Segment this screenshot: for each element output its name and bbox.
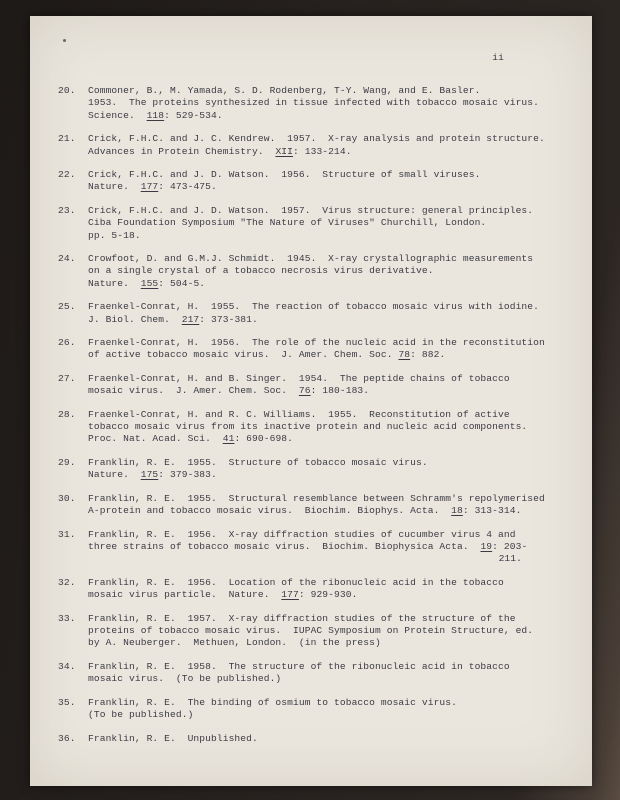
entry-line: Franklin, R. E. 1955. Structure of tobacco mosaic virus. bbox=[88, 457, 428, 469]
entry-number: 33. bbox=[58, 613, 76, 624]
entry-text bbox=[88, 697, 562, 721]
entry-line: on a single crystal of a tobacco necrosis virus derivative. bbox=[88, 265, 434, 277]
volume-number: 18 bbox=[451, 505, 463, 517]
entry-text bbox=[88, 529, 562, 566]
reference-entry bbox=[58, 661, 562, 685]
reference-entry bbox=[58, 373, 562, 397]
page-number: ii bbox=[492, 52, 504, 63]
entry-line: Franklin, R. E. 1956. Location of the ribonucleic acid in the tobacco bbox=[88, 577, 504, 589]
page-header bbox=[30, 16, 592, 64]
entry-number: 21. bbox=[58, 133, 76, 145]
volume-number: 175 bbox=[140, 469, 159, 481]
entry-number: 25. bbox=[58, 301, 76, 313]
entry-line: proteins of tobacco mosaic virus. IUPAC Symposium on Protein Structure, ed. bbox=[88, 625, 534, 637]
volume-number: 177 bbox=[281, 589, 299, 601]
entry-line: Crick, F.H.C. and J. D. Watson. 1956. Structure of small viruses. bbox=[88, 169, 481, 181]
entry-number: 27. bbox=[58, 373, 76, 385]
entry-text bbox=[88, 493, 562, 517]
entry-line: Franklin, R. E. Unpublished. bbox=[88, 732, 258, 744]
entry-text bbox=[88, 337, 562, 361]
entry-line: Science. 118: 529-534. bbox=[88, 109, 223, 121]
entry-line: Ciba Foundation Symposium "The Nature of Viruses" Churchill, London. bbox=[88, 217, 487, 229]
entry-number: 36. bbox=[58, 732, 76, 744]
entry-line: Fraenkel-Conrat, H. and R. C. Williams. 1955. Reconstitution of active bbox=[88, 409, 510, 421]
entry-line: Fraenkel-Conrat, H. and B. Singer. 1954. The peptide chains of tobacco bbox=[88, 373, 510, 385]
reference-entry bbox=[58, 697, 562, 721]
reference-entry bbox=[58, 205, 562, 242]
volume-number: 19 bbox=[480, 541, 493, 553]
reference-entry bbox=[58, 169, 562, 193]
entry-number: 31. bbox=[58, 528, 76, 540]
entry-number: 24. bbox=[58, 253, 76, 265]
scanned-paper-page bbox=[30, 16, 592, 786]
entry-line: Franklin, R. E. 1955. Structural resemblance between Schramm's repolymerised bbox=[88, 493, 545, 505]
entry-number: 20. bbox=[58, 85, 76, 97]
paper-speck bbox=[63, 39, 66, 42]
entry-line: Crowfoot, D. and G.M.J. Schmidt. 1945. X-ray crystallographic measurements bbox=[88, 253, 534, 265]
volume-number: 76 bbox=[298, 385, 311, 397]
entry-line: Franklin, R. E. The binding of osmium to tobacco mosaic virus. bbox=[88, 697, 458, 709]
entry-number: 22. bbox=[58, 169, 76, 181]
entry-number: 26. bbox=[58, 337, 76, 349]
entry-text bbox=[88, 373, 562, 397]
entry-text bbox=[88, 613, 562, 650]
entry-line: 211. bbox=[498, 553, 522, 565]
entry-text bbox=[88, 661, 562, 685]
reference-entry bbox=[58, 577, 562, 601]
entry-line: tobacco mosaic virus from its inactive protein and nucleic acid components. bbox=[88, 421, 528, 433]
entry-line: mosaic virus particle. Nature. 177: 929-930. bbox=[88, 589, 358, 601]
entry-line: Proc. Nat. Acad. Sci. 41: 690-698. bbox=[88, 433, 294, 445]
volume-number: 155 bbox=[140, 277, 159, 289]
reference-entry bbox=[58, 493, 562, 517]
reference-entry bbox=[58, 301, 562, 325]
reference-entry bbox=[58, 253, 562, 290]
entry-number: 32. bbox=[58, 577, 76, 589]
entry-line: Crick, F.H.C. and J. C. Kendrew. 1957. X-ray analysis and protein structure. bbox=[88, 133, 545, 145]
entry-line: of active tobacco mosaic virus. J. Amer. Chem. Soc. 78: 882. bbox=[88, 349, 446, 361]
entry-line: Nature. 155: 504-5. bbox=[88, 277, 206, 289]
volume-number: XII bbox=[275, 145, 294, 157]
entry-line: Franklin, R. E. 1958. The structure of the ribonucleic acid in tobacco bbox=[88, 661, 510, 673]
entry-line: A-protein and tobacco mosaic virus. Biochim. Biophys. Acta. 18: 313-314. bbox=[88, 505, 522, 517]
reference-entry bbox=[58, 733, 562, 745]
entry-number: 23. bbox=[58, 205, 76, 217]
entry-text bbox=[88, 133, 562, 157]
reference-list bbox=[30, 85, 592, 745]
entry-line: Franklin, R. E. 1957. X-ray diffraction studies of the structure of the bbox=[88, 613, 516, 624]
entry-line: pp. 5-18. bbox=[88, 229, 141, 241]
entry-text bbox=[88, 205, 562, 242]
entry-number: 35. bbox=[58, 697, 76, 709]
entry-line: three strains of tobacco mosaic virus. Biochim. Biophysica Acta. 19: 203- bbox=[88, 541, 528, 553]
entry-text bbox=[88, 169, 562, 193]
entry-text bbox=[88, 409, 562, 446]
entry-line: Nature. 177: 473-475. bbox=[88, 181, 217, 193]
entry-line: (To be published.) bbox=[88, 709, 194, 721]
reference-entry bbox=[58, 529, 562, 566]
entry-text bbox=[88, 301, 562, 325]
volume-number: 177 bbox=[140, 181, 159, 193]
reference-entry bbox=[58, 337, 562, 361]
reference-entry bbox=[58, 133, 562, 157]
entry-text bbox=[88, 85, 562, 122]
volume-number: 118 bbox=[146, 109, 165, 121]
entry-line: Nature. 175: 379-383. bbox=[88, 469, 217, 481]
entry-line: by A. Neuberger. Methuen, London. (in the press) bbox=[88, 637, 381, 649]
volume-number: 41 bbox=[222, 433, 235, 445]
entry-line: Franklin, R. E. 1956. X-ray diffraction studies of cucumber virus 4 and bbox=[88, 528, 516, 540]
reference-entry bbox=[58, 613, 562, 650]
entry-line: Fraenkel-Conrat, H. 1955. The reaction of tobacco mosaic virus with iodine. bbox=[88, 301, 540, 313]
entry-number: 34. bbox=[58, 661, 76, 673]
entry-number: 28. bbox=[58, 409, 76, 421]
entry-line: Commoner, B., M. Yamada, S. D. Rodenberg, T-Y. Wang, and E. Basler. bbox=[88, 85, 481, 97]
entry-line: J. Biol. Chem. 217: 373-381. bbox=[88, 313, 258, 325]
entry-line: 1953. The proteins synthesized in tissue infected with tobacco mosaic virus. bbox=[88, 97, 540, 109]
reference-entry bbox=[58, 409, 562, 446]
entry-text bbox=[88, 253, 562, 290]
volume-number: 78 bbox=[398, 349, 411, 361]
volume-number: 217 bbox=[181, 313, 200, 325]
entry-line: mosaic virus. (To be published.) bbox=[88, 673, 282, 685]
reference-entry bbox=[58, 85, 562, 122]
entry-line: Crick, F.H.C. and J. D. Watson. 1957. Virus structure: general principles. bbox=[88, 205, 534, 217]
reference-entry bbox=[58, 457, 562, 481]
entry-line: Fraenkel-Conrat, H. 1956. The role of the nucleic acid in the reconstitution bbox=[88, 337, 545, 349]
entry-line: Advances in Protein Chemistry. XII: 133-214. bbox=[88, 145, 352, 157]
entry-text bbox=[88, 457, 562, 481]
entry-text bbox=[88, 577, 562, 601]
entry-text bbox=[88, 733, 562, 745]
entry-number: 29. bbox=[58, 457, 76, 469]
entry-line: mosaic virus. J. Amer. Chem. Soc. 76: 180-183. bbox=[88, 385, 370, 397]
entry-number: 30. bbox=[58, 493, 76, 505]
